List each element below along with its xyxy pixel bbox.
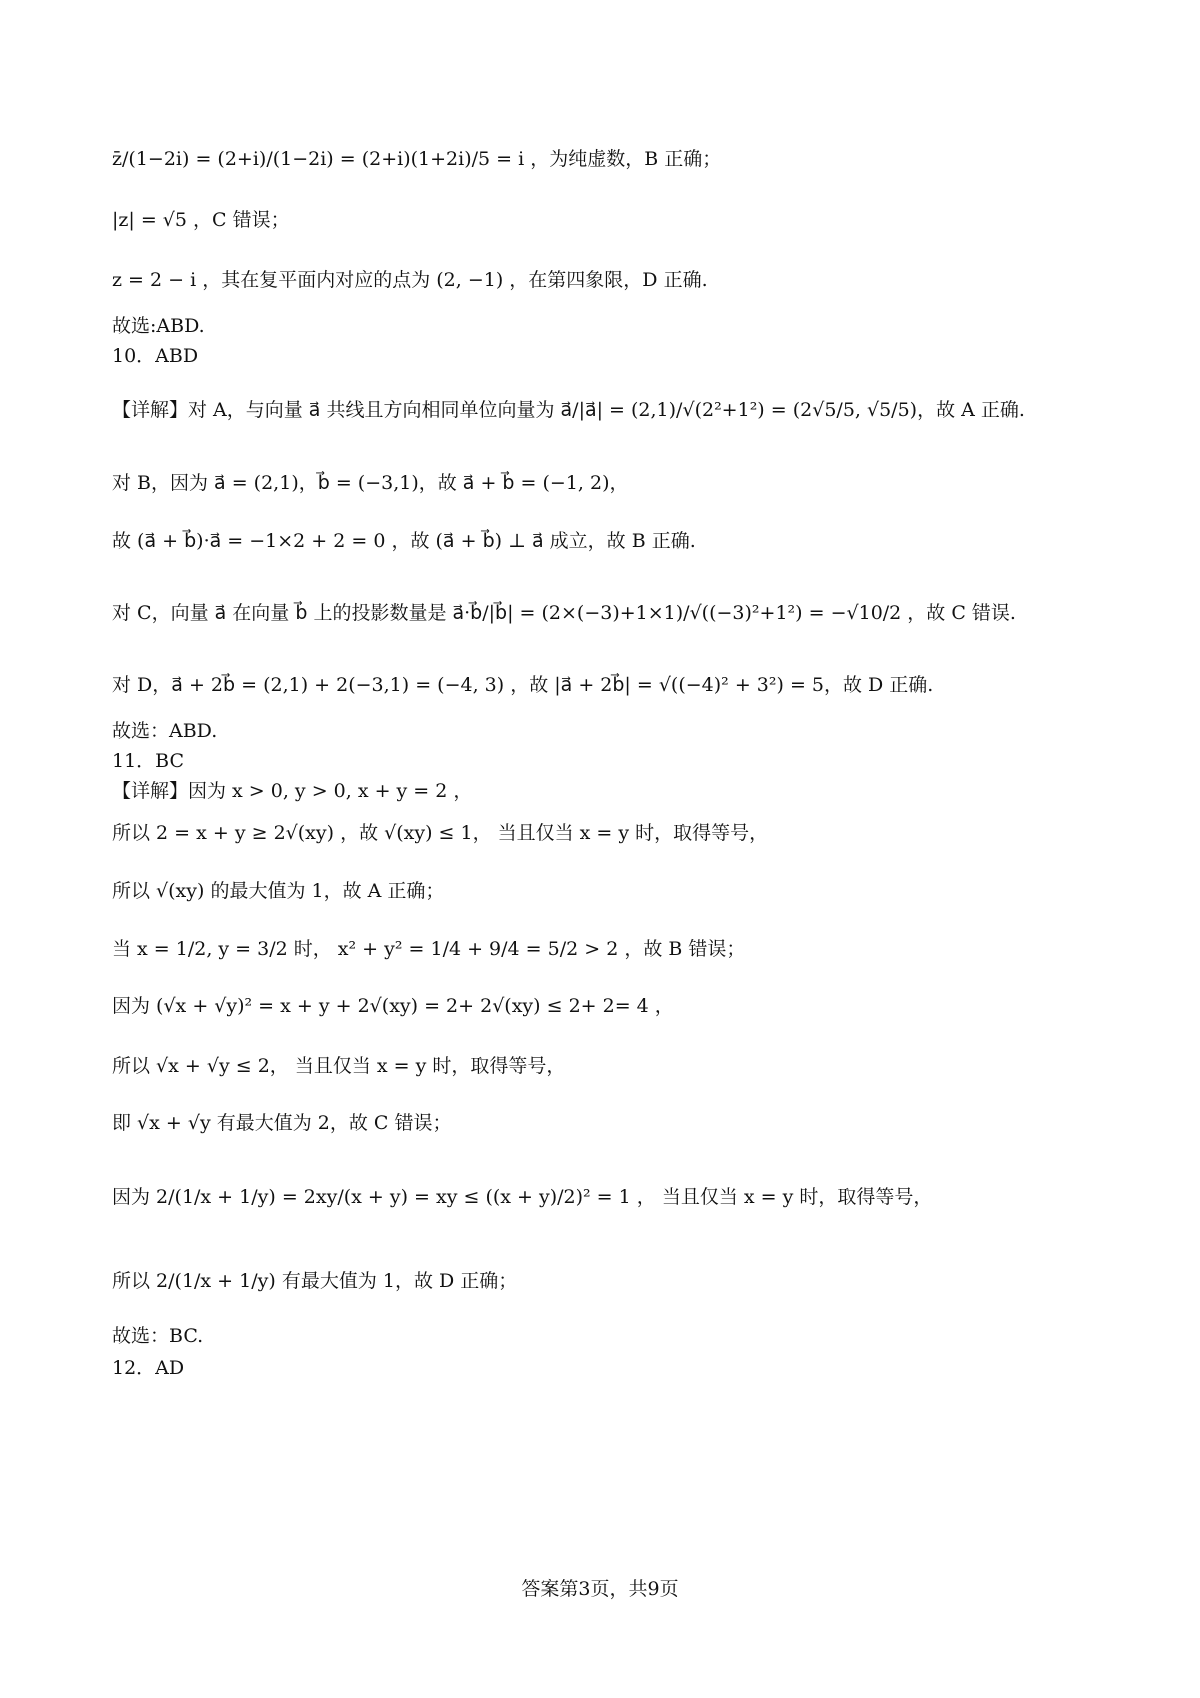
- text-line: 故选：BC.: [112, 1325, 204, 1347]
- question-number: 10．ABD: [112, 345, 199, 367]
- text-line: 故 (a⃗ + b⃗)·a⃗ = −1×2 + 2 = 0 ，故 (a⃗ + b⃗) ⊥ a⃗ 成立，故 B 正确.: [112, 530, 696, 552]
- text-line: 因为 2/(1/x + 1/y) = 2xy/(x + y) = xy ≤ ((x + y)/2)² = 1 ， 当且仅当 x = y 时，取得等号，: [112, 1186, 933, 1208]
- question-number: 11．BC: [112, 750, 185, 772]
- text-line: 对 B，因为 a⃗ = (2,1)，b⃗ = (−3,1)，故 a⃗ + b⃗ = (−1, 2)，: [112, 472, 629, 494]
- text-line: 所以 √(xy) 的最大值为 1，故 A 正确；: [112, 880, 445, 902]
- question-number: 12．AD: [112, 1357, 185, 1379]
- text-line: z = 2 − i ，其在复平面内对应的点为 (2, −1) ，在第四象限，D 正确.: [112, 269, 708, 291]
- text-line: 当 x = 1/2, y = 3/2 时， x² + y² = 1/4 + 9/4 = 5/2 > 2 ，故 B 错误；: [112, 938, 746, 960]
- text-line: 所以 2/(1/x + 1/y) 有最大值为 1，故 D 正确；: [112, 1270, 518, 1292]
- text-line: 故选:ABD.: [112, 315, 205, 337]
- page-footer: 答案第3页，共9页: [521, 1578, 679, 1600]
- text-line: 所以 √x + √y ≤ 2， 当且仅当 x = y 时，取得等号，: [112, 1055, 566, 1077]
- text-line: 【详解】对 A，与向量 a⃗ 共线且方向相同单位向量为 a⃗/|a⃗| = (2,1)/√(2²+1²) = (2√5/5, √5/5)，故 A 正确.: [112, 399, 1025, 421]
- text-line: 所以 2 = x + y ≥ 2√(xy) ，故 √(xy) ≤ 1， 当且仅当 x = y 时，取得等号，: [112, 822, 769, 844]
- text-line: 对 C，向量 a⃗ 在向量 b⃗ 上的投影数量是 a⃗·b⃗/|b⃗| = (2×(−3)+1×1)/√((−3)²+1²) = −√10/2 ，故 C 错误.: [112, 602, 1016, 624]
- text-line: 故选：ABD.: [112, 720, 218, 742]
- text-line: 对 D，a⃗ + 2b⃗ = (2,1) + 2(−3,1) = (−4, 3) ，故 |a⃗ + 2b⃗| = √((−4)² + 3²) = 5，故 D 正确.: [112, 674, 934, 696]
- text-line: z̄/(1−2i) = (2+i)/(1−2i) = (2+i)(1+2i)/5 = i ，为纯虚数，B 正确；: [112, 148, 722, 170]
- text-line: 因为 (√x + √y)² = x + y + 2√(xy) = 2+ 2√(xy) ≤ 2+ 2= 4 ，: [112, 995, 674, 1017]
- text-line: |z| = √5 ，C 错误；: [112, 209, 290, 231]
- text-line: 即 √x + √y 有最大值为 2，故 C 错误；: [112, 1112, 452, 1134]
- text-line: 【详解】因为 x > 0, y > 0, x + y = 2 ，: [112, 780, 473, 802]
